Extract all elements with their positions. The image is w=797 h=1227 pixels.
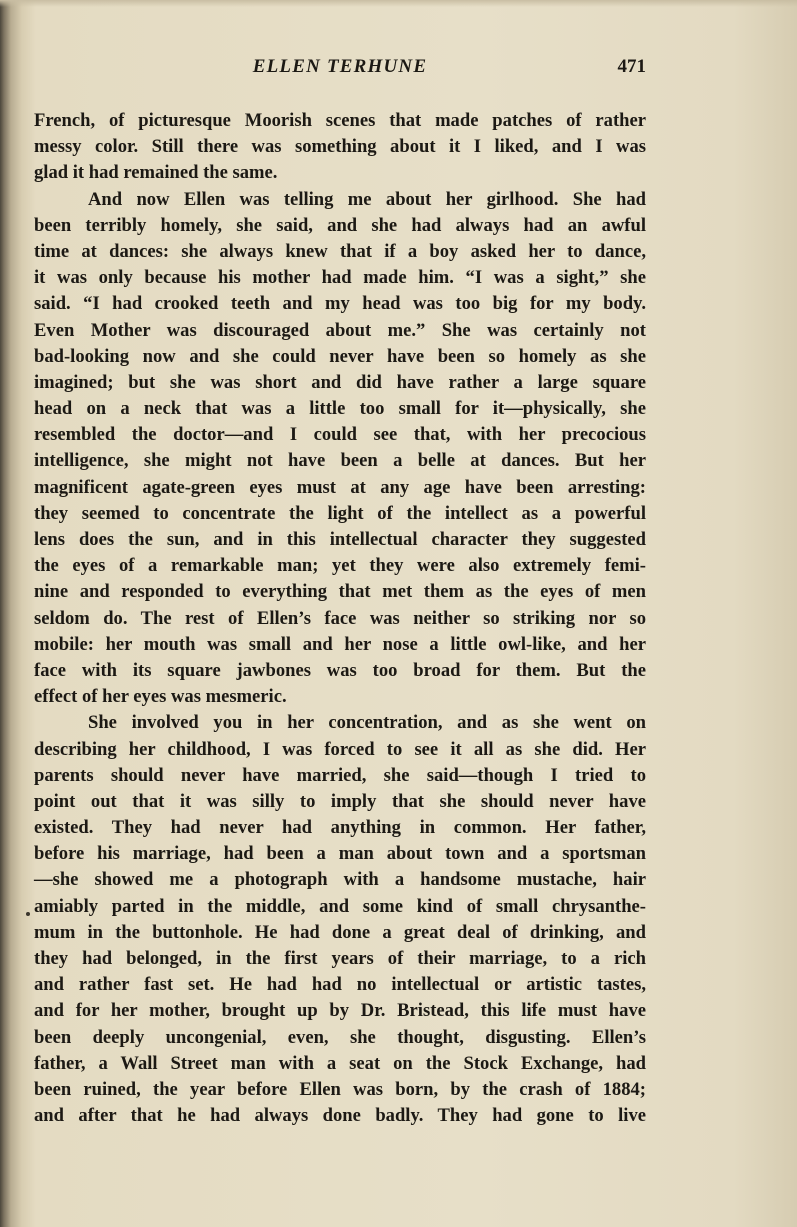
text-line: they seemed to concentrate the light of the intellect as a powerful bbox=[34, 502, 646, 524]
text-line: before his marriage, had been a man about town and a sportsman bbox=[34, 843, 646, 865]
text-line: effect of her eyes was mesmeric. bbox=[34, 686, 287, 708]
text-line: face with its square jawbones was too broad for them. But the bbox=[34, 659, 646, 681]
running-header bbox=[34, 56, 646, 84]
text-line: imagined; but she was short and did have rather a large square bbox=[34, 371, 646, 393]
running-title: ELLEN TERHUNE bbox=[252, 56, 428, 77]
text-line: bad-looking now and she could never have been so homely as she bbox=[34, 345, 646, 367]
text-line: it was only because his mother had made him. “I was a sight,” she bbox=[34, 267, 646, 289]
text-line: been deeply uncongenial, even, she thought, disgusting. Ellen’s bbox=[34, 1026, 646, 1048]
text-line: glad it had remained the same. bbox=[34, 162, 278, 184]
margin-dot-mark bbox=[26, 912, 30, 916]
text-line: lens does the sun, and in this intellectual character they suggested bbox=[34, 529, 646, 550]
text-line: been terribly homely, she said, and she had always had an awful bbox=[34, 214, 646, 236]
paragraph-first-line: She involved you in her concentration, and as she went on bbox=[88, 712, 646, 734]
text-line: head on a neck that was a little too small for it—physically, she bbox=[34, 398, 646, 420]
text-line: and for her mother, brought up by Dr. Bristead, this life must have bbox=[34, 1000, 646, 1022]
text-line: amiably parted in the middle, and some kind of small chrysanthe- bbox=[34, 895, 646, 917]
text-line: existed. They had never had anything in common. Her father, bbox=[34, 817, 646, 839]
text-line: parents should never have married, she said—though I tried to bbox=[34, 764, 646, 786]
text-line: mobile: her mouth was small and her nose a little owl-like, and her bbox=[34, 633, 646, 655]
text-line: the eyes of a remarkable man; yet they were also extremely femi- bbox=[34, 555, 646, 577]
body-text bbox=[34, 108, 646, 1129]
text-line: they had belonged, in the first years of their marriage, to a rich bbox=[34, 948, 646, 969]
text-line: French, of picturesque Moorish scenes that made patches of rather bbox=[34, 110, 646, 131]
text-line: —she showed me a photograph with a handsome mustache, hair bbox=[34, 869, 646, 891]
text-line: point out that it was silly to imply that she should never have bbox=[34, 790, 646, 812]
text-line: and after that he had always done badly. They had gone to live bbox=[34, 1105, 646, 1127]
text-line: nine and responded to everything that met them as the eyes of men bbox=[34, 581, 646, 603]
text-line: messy color. Still there was something about it I liked, and I was bbox=[34, 136, 646, 158]
text-line: time at dances: she always knew that if a boy asked her to dance, bbox=[34, 240, 646, 262]
text-line: mum in the buttonhole. He had done a great deal of drinking, and bbox=[34, 921, 646, 943]
text-line: father, a Wall Street man with a seat on the Stock Exchange, had bbox=[34, 1052, 646, 1074]
text-line: resembled the doctor—and I could see that, with her precocious bbox=[34, 424, 646, 446]
text-line: been ruined, the year before Ellen was born, by the crash of 1884; bbox=[34, 1078, 646, 1100]
paragraph-first-line: And now Ellen was telling me about her girlhood. She had bbox=[88, 188, 646, 210]
text-line: describing her childhood, I was forced to see it all as she did. Her bbox=[34, 738, 646, 760]
page-number: 471 bbox=[617, 56, 646, 77]
text-line: Even Mother was discouraged about me.” She was certainly not bbox=[34, 319, 646, 341]
text-line: said. “I had crooked teeth and my head was too big for my body. bbox=[34, 293, 646, 315]
text-line: seldom do. The rest of Ellen’s face was neither so striking nor so bbox=[34, 607, 646, 629]
text-line: magnificent agate-green eyes must at any age have been arresting: bbox=[34, 476, 646, 498]
page-top-edge-shadow bbox=[0, 0, 797, 7]
text-line: and rather fast set. He had had no intellectual or artistic tastes, bbox=[34, 974, 646, 996]
text-line: intelligence, she might not have been a belle at dances. But her bbox=[34, 450, 646, 472]
